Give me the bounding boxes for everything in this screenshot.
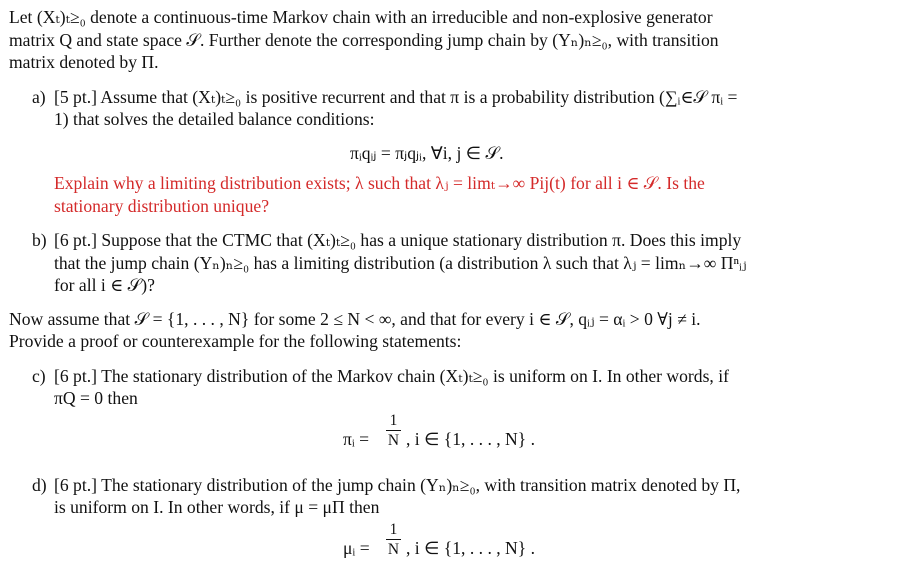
part-d-fraction-denominator: N [387,541,400,558]
part-d-fraction-numerator: 1 [389,521,398,538]
part-c-line-1: [6 pt.] The stationary distribution of the Markov chain (Xₜ)ₜ≥₀ is uniform on I. In other words, if [54,366,729,386]
part-b-line-1: [6 pt.] Suppose that the CTMC that (Xₜ)ₜ≥₀ has a unique stationary distribution π. Does this imply [54,230,742,250]
part-c-line-2: πQ = 0 then [54,388,138,408]
assumption-line-2: Provide a proof or counterexample for the following statements: [9,331,462,351]
intro-line-3: matrix denoted by Π. [9,52,159,72]
part-d-equation-rhs: , i ∈ {1, . . . , N} . [406,538,535,558]
part-d-fraction-bar [386,539,401,540]
part-c-equation-rhs: , i ∈ {1, . . . , N} . [406,429,535,449]
part-d-line-1: [6 pt.] The stationary distribution of the jump chain (Yₙ)ₙ≥₀, with transition matrix denoted by Π, [54,475,741,495]
part-c-fraction-denominator: N [387,432,400,449]
assumption-line-1: Now assume that 𝒮 = {1, . . . , N} for some 2 ≤ N < ∞, and that for every i ∈ 𝒮, qᵢⱼ = αᵢ > 0 ∀j ≠ i. [9,309,701,329]
intro-line-1: Let (Xₜ)ₜ≥₀ denote a continuous-time Markov chain with an irreducible and non-explosive generator [9,7,713,27]
part-b-line-2: that the jump chain (Yₙ)ₙ≥₀ has a limiting distribution (a distribution λ such that λⱼ = limₙ→∞ Πⁿᵢⱼ [54,253,747,273]
part-a-question-line-2: stationary distribution unique? [54,196,269,216]
part-b-line-3: for all i ∈ 𝒮)? [54,275,155,295]
part-c-fraction-bar [386,430,401,431]
part-a-line-2: 1) that solves the detailed balance conditions: [54,109,375,129]
part-a-line-1: [5 pt.] Assume that (Xₜ)ₜ≥₀ is positive recurrent and that π is a probability distribution (∑ᵢ∈𝒮 πᵢ = [54,87,738,107]
part-d-fraction [386,521,401,558]
part-d-line-2: is uniform on I. In other words, if μ = μΠ then [54,497,380,517]
part-a-label: a) [32,87,46,107]
part-b-label: b) [32,230,47,250]
part-a-question-line-1: Explain why a limiting distribution exists; λ such that λⱼ = limₜ→∞ Pij(t) for all i ∈ 𝒮. Is the [54,173,705,193]
part-c-label: c) [32,366,46,386]
detailed-balance-equation: πᵢqᵢⱼ = πⱼqⱼᵢ, ∀i, j ∈ 𝒮. [350,143,504,163]
intro-line-2: matrix Q and state space 𝒮. Further denote the corresponding jump chain by (Yₙ)ₙ≥₀, with transition [9,30,719,50]
part-c-equation-lhs: πᵢ = [343,429,370,449]
part-c-fraction [386,412,401,449]
part-d-label: d) [32,475,47,495]
part-c-fraction-numerator: 1 [389,412,398,429]
part-d-equation-lhs: μᵢ = [343,538,370,558]
